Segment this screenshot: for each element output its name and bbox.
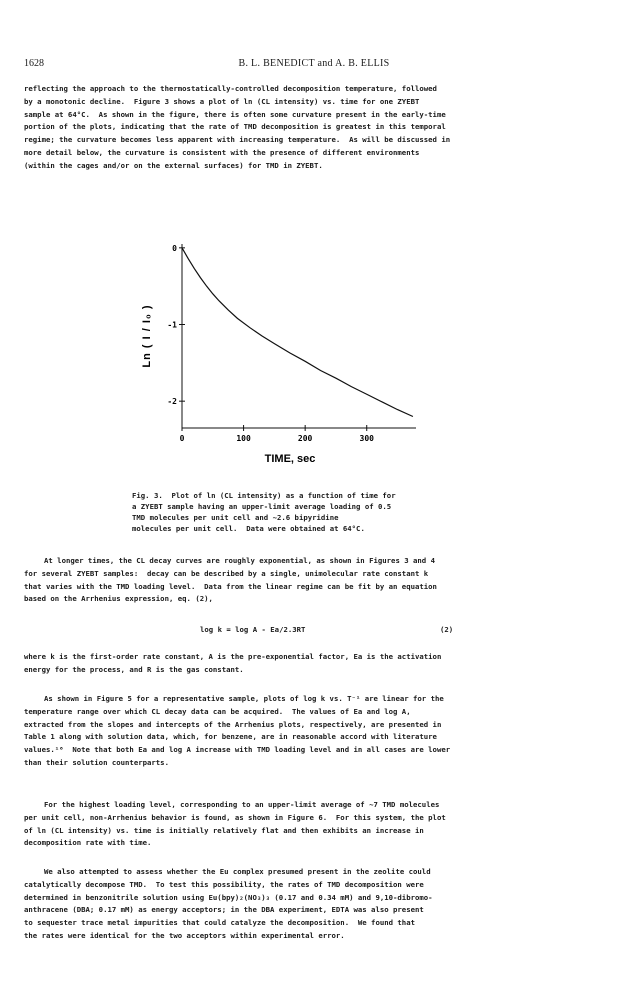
paragraph-4: [24, 693, 604, 770]
figure-caption: [132, 490, 532, 534]
paragraph-5: [24, 799, 604, 850]
text-line: based on the Arrhenius expression, eq. (2),: [24, 594, 213, 604]
caption-line: molecules per unit cell. Data were obtained at 64°C.: [132, 524, 365, 533]
text-line: For the highest loading level, corresponding to an upper-limit average of ~7 TMD molecules: [44, 800, 440, 809]
paragraph-2: [24, 555, 604, 606]
text-line: than their solution counterparts.: [24, 757, 169, 767]
x-tick-label: 200: [297, 434, 313, 443]
x-tick-label: 100: [236, 434, 251, 443]
text-line: As shown in Figure 5 for a representative sample, plots of log k vs. T⁻¹ are linear for the: [44, 694, 444, 703]
figure-3-chart: [120, 238, 420, 478]
text-line: for several ZYEBT samples: decay can be described by a single, unimolecular rate constant k: [24, 568, 429, 578]
text-line: regime; the curvature becomes less apparent with increasing temperature. As will be discussed in: [24, 135, 451, 145]
text-line: to sequester trace metal impurities that could catalyze the decomposition. We found that: [24, 918, 415, 928]
y-tick-label: -1: [167, 320, 177, 330]
text-line: reflecting the approach to the thermostatically-controlled decomposition temperature, followed: [24, 84, 437, 93]
equation-text: log k = log A - Ea/2.3RT: [200, 625, 306, 634]
text-line: that varies with the TMD loading level. Data from the linear regime can be fit by an equation: [24, 581, 437, 591]
page-number: 1628: [24, 58, 44, 69]
text-line: where k is the first-order rate constant, A is the pre-exponential factor, Ea is the activation: [24, 652, 442, 661]
y-tick-label: -2: [167, 397, 177, 407]
y-axis-label: Ln ( I / I₀ ): [141, 304, 153, 368]
text-line: sample at 64°C. As shown in the figure, there is often some curvature present in the early-time: [24, 109, 446, 119]
x-tick-label: 300: [359, 434, 374, 443]
text-line: portion of the plots, indicating that the rate of TMD decomposition is greatest in this temporal: [24, 122, 446, 132]
text-line: anthracene (DBA; 0.17 mM) as energy acceptors; in the DBA experiment, EDTA was also present: [24, 905, 424, 915]
paragraph-1: [24, 83, 604, 173]
text-line: (within the cages and/or on the external surfaces) for TMD in ZYEBT.: [24, 160, 323, 170]
equation-number: (2): [440, 625, 454, 634]
page-header: [24, 58, 604, 72]
x-tick-label: 0: [179, 434, 185, 443]
paragraph-6: [24, 866, 604, 943]
text-line: extracted from the slopes and intercepts of the Arrhenius plots, respectively, are presented in: [24, 719, 442, 729]
text-line: catalytically decompose TMD. To test this possibility, the rates of TMD decomposition were: [24, 879, 424, 889]
running-head: B. L. BENEDICT and A. B. ELLIS: [238, 58, 390, 69]
text-line: values.¹⁶ Note that both Ea and log A increase with TMD loading level and in all cases are lower: [24, 745, 451, 755]
text-line: the rates were identical for the two acceptors within experimental error.: [24, 930, 345, 940]
y-tick-label: 0: [172, 243, 177, 253]
text-line: temperature range over which CL decay data can be acquired. The values of Ea and log A,: [24, 706, 411, 716]
caption-line: a ZYEBT sample having an upper-limit average loading of 0.5: [132, 502, 392, 511]
text-line: of ln (CL intensity) vs. time is initially relatively flat and then exhibits an increase in: [24, 825, 424, 835]
text-line: per unit cell, non-Arrhenius behavior is found, as shown in Figure 6. For this system, the plot: [24, 812, 446, 822]
equation-2: [200, 625, 520, 634]
series-line: [182, 248, 413, 417]
text-line: We also attempted to assess whether the Eu complex presumed present in the zeolite could: [44, 867, 431, 876]
text-line: decomposition rate with time.: [24, 838, 152, 848]
text-line: by a monotonic decline. Figure 3 shows a plot of ln (CL intensity) vs. time for one ZYEBT: [24, 96, 420, 106]
text-line: Table 1 along with solution data, which, for benzene, are in reasonable accord with literature: [24, 732, 437, 742]
caption-line: Fig. 3. Plot of ln (CL intensity) as a function of time for: [132, 491, 396, 500]
x-axis-label: TIME, sec: [264, 453, 316, 465]
paragraph-3: [24, 651, 604, 677]
text-line: more detail below, the curvature is consistent with the presence of different environments: [24, 147, 420, 157]
text-line: energy for the process, and R is the gas constant.: [24, 664, 244, 674]
caption-line: TMD molecules per unit cell and ~2.6 bipyridine: [132, 513, 339, 522]
text-line: At longer times, the CL decay curves are roughly exponential, as shown in Figures 3 and 4: [44, 556, 435, 565]
text-line: determined in benzonitrile solution using Eu(bpy)₂(NO₃)₃ (0.17 and 0.34 mM) and 9,10-dibromo-: [24, 892, 433, 902]
